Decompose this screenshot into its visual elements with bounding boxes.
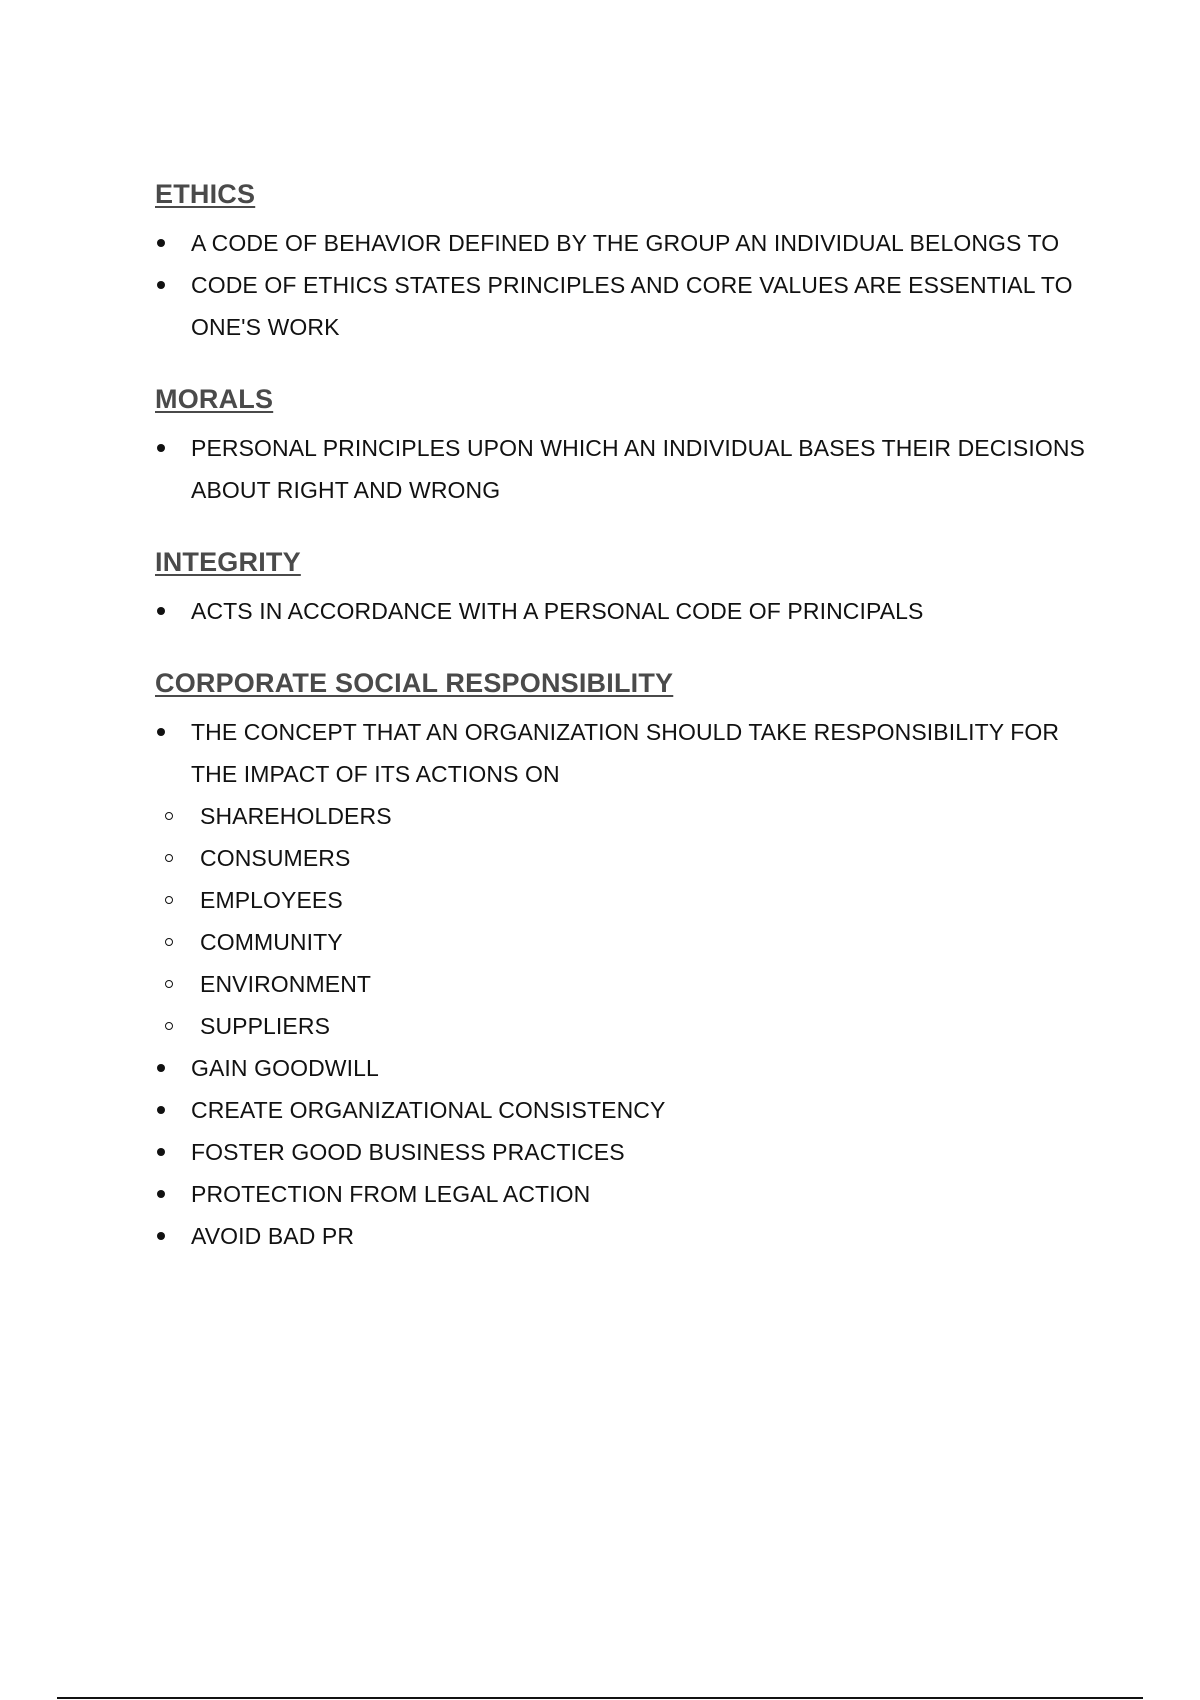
bullet-item: PROTECTION FROM LEGAL ACTION (155, 1173, 1085, 1215)
sub-bullet-item: CONSUMERS (155, 837, 1085, 879)
bullet-list (155, 711, 1085, 1257)
document-page (155, 178, 1085, 1257)
sub-bullet-item: SHAREHOLDERS (155, 795, 1085, 837)
sub-bullet-item: ENVIRONMENT (155, 963, 1085, 1005)
bullet-list (155, 590, 1085, 632)
bullet-item: FOSTER GOOD BUSINESS PRACTICES (155, 1131, 1085, 1173)
section-heading: ETHICS (155, 179, 256, 209)
section-ethics (155, 178, 1085, 348)
section-morals (155, 383, 1085, 511)
bullet-item: AVOID BAD PR (155, 1215, 1085, 1257)
bullet-list (155, 427, 1085, 511)
sub-bullet-item: COMMUNITY (155, 921, 1085, 963)
bullet-item: A CODE OF BEHAVIOR DEFINED BY THE GROUP AN INDIVIDUAL BELONGS TO (155, 222, 1085, 264)
section-heading: CORPORATE SOCIAL RESPONSIBILITY (155, 668, 674, 698)
section-heading: INTEGRITY (155, 547, 301, 577)
bullet-item: PERSONAL PRINCIPLES UPON WHICH AN INDIVIDUAL BASES THEIR DECISIONS ABOUT RIGHT AND WRONG (155, 427, 1085, 511)
bullet-text: THE CONCEPT THAT AN ORGANIZATION SHOULD TAKE RESPONSIBILITY FOR THE IMPACT OF ITS ACTIONS ON (191, 719, 1060, 787)
bullet-list (155, 222, 1085, 348)
bullet-item: CODE OF ETHICS STATES PRINCIPLES AND CORE VALUES ARE ESSENTIAL TO ONE'S WORK (155, 264, 1085, 348)
section-integrity (155, 546, 1085, 632)
bullet-item: CREATE ORGANIZATIONAL CONSISTENCY (155, 1089, 1085, 1131)
sub-bullet-item: EMPLOYEES (155, 879, 1085, 921)
bullet-item: GAIN GOODWILL (155, 1047, 1085, 1089)
sub-bullet-list (155, 795, 1085, 1047)
sub-bullet-item: SUPPLIERS (155, 1005, 1085, 1047)
footer-rule (57, 1697, 1143, 1699)
bullet-item: ACTS IN ACCORDANCE WITH A PERSONAL CODE OF PRINCIPALS (155, 590, 1085, 632)
section-heading: MORALS (155, 384, 274, 414)
section-corporate-social-responsibility (155, 667, 1085, 1257)
bullet-item (155, 711, 1085, 1047)
